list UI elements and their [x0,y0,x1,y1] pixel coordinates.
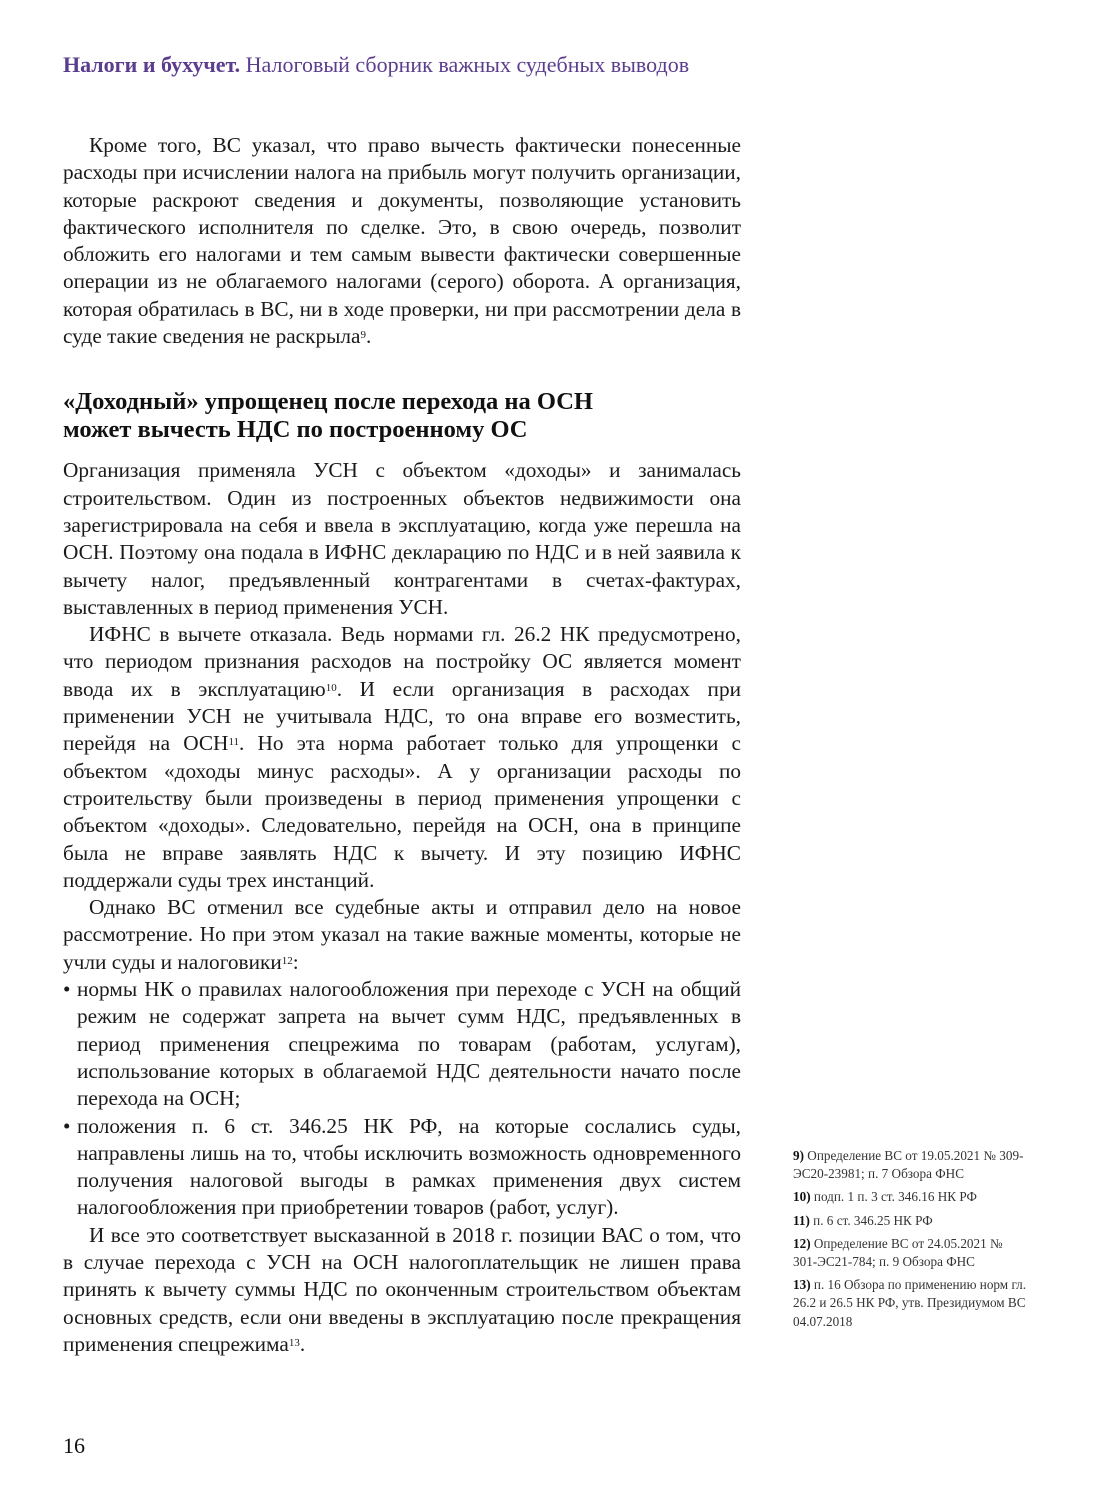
main-column [63,132,741,1358]
section-paragraph-2: ИФНС в вычете отказала. Ведь нормами гл. 26.2 НК предусмотрено, что периодом признания расходов на постройку ОС является момент ввода их в эксплуатацию$^{10}$. И если организация в расходах при применении УСН не учитывала НДС, то она вправе его возместить, перейдя на ОСН$^{11}$. Но эта норма работает только для упрощенки с объектом «доходы минус расходы». А у организации расходы по строительству были произведены в период применения упрощенки с объектом «доходы». Следовательно, перейдя на ОСН, она в принципе была не вправе заявлять НДС к вычету. И эту позицию ИФНС поддержали суды трех инстанций. [63,622,741,892]
bullet-icon: • [63,977,71,1002]
bullet-icon: • [63,1113,71,1138]
bullet-list [63,976,741,1222]
list-item: • положения п. 6 ст. 346.25 НК РФ, на которые сослались суды, направлены лишь на то, чтобы исключить возможность одновременного получения налоговой выгоды в рамках применения двух систем налогообложения при приобретении товаров (работ, услуг). [63,1113,741,1220]
running-head [63,52,689,78]
footnotes [793,1147,1028,1336]
intro-paragraph: Кроме того, ВС указал, что право вычесть фактически понесенные расходы при исчислении налога на прибыль могут получить организации, которые раскроют сведения и документы, позволяющие установить фактического исполнителя по сделке. Это, в свою очередь, позволит обложить его налогами и тем самым вывести фактически совершенные операции из не облагаемого налогами (серого) оборота. А организация, которая обратилась в ВС, ни в ходе проверки, ни при рассмотрении дела в суде такие сведения не раскрыла$^9$. [63,133,741,349]
footnote-ref-12[interactable]: 12 [281,954,293,967]
footnote-ref-9[interactable]: 9 [360,329,367,342]
footnote-ref-13[interactable]: 13 [288,1336,300,1349]
running-head-title: Налоги и бухучет. [63,52,241,77]
footnote-13: 13) п. 16 Обзора по применению норм гл. 26.2 и 26.5 НК РФ, утв. Президиумом ВС 04.07.2018 [793,1277,1027,1329]
section-paragraph-1: Организация применяла УСН с объектом «доходы» и занималась строительством. Один из построенных объектов недвижимости она зарегистрировала на себя и ввела в эксплуатацию, когда уже перешла на ОСН. Поэтому она подала в ИФНС декларацию по НДС и в ней заявила к вычету налог, предъявленный контрагентами в счетах-фактурах, выставленных в период применения УСН. [63,458,741,619]
list-item: • нормы НК о правилах налогообложения при переходе с УСН на общий режим не содержат запрета на вычет сумм НДС, предъявленных в период применения спецрежима по товарам (работам, услугам), использование которых в облагаемой НДС деятельности начато после перехода на ОСН; [63,977,741,1111]
footnote-ref-11[interactable]: 11 [228,736,240,749]
footnote-9: 9) Определение ВС от 19.05.2021 № 309-ЭС20-23981; п. 7 Обзора ФНС [793,1148,1024,1182]
section-heading: «Доходный» упрощенец после перехода на ОСН может вычесть НДС по построенному ОС [63,388,593,444]
page-number: 16 [63,1433,85,1458]
section-paragraph-4: И все это соответствует высказанной в 2018 г. позиции ВАС о том, что в случае перехода с УСН на ОСН налогоплательщик не лишен права принять к вычету суммы НДС по оконченным строительством объектам основных средств, если они введены в эксплуатацию после прекращения применения спецрежима$^{13}$. [63,1222,741,1356]
footnote-11: 11) п. 6 ст. 346.25 НК РФ [793,1212,933,1228]
running-head-subtitle: Налоговый сборник важных судебных выводов [240,52,690,77]
footnote-12: 12) Определение ВС от 24.05.2021 № 301-ЭС21-784; п. 9 Обзора ФНС [793,1235,1003,1270]
section-paragraph-3: Однако ВС отменил все судебные акты и отправил дело на новое рассмотрение. Но при этом указал на такие важные моменты, которые не учли суды и налоговики$^{12}$: [63,895,741,974]
footnote-10: 10) подп. 1 п. 3 ст. 346.16 НК РФ [793,1189,977,1205]
footnote-ref-10[interactable]: 10 [325,681,337,694]
